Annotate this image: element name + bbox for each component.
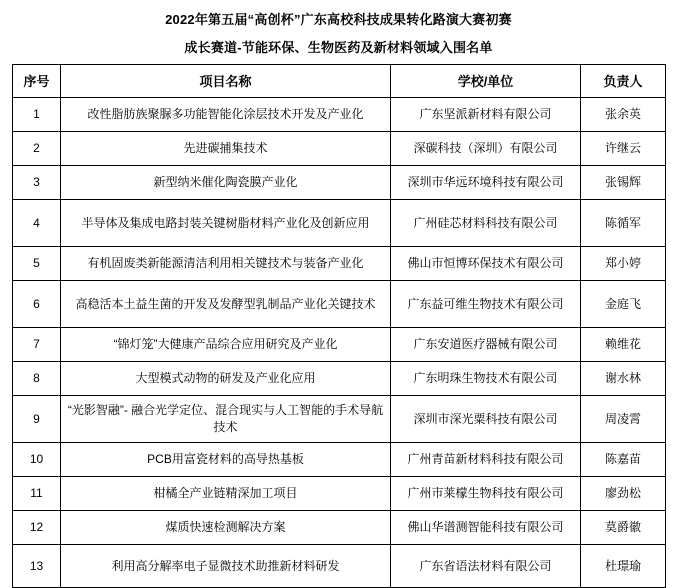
cell-organization: 广东明珠生物技术有限公司 <box>391 362 581 396</box>
table-row <box>13 362 666 396</box>
cell-leader: 张锡辉 <box>581 166 666 200</box>
cell-organization: 广州青苗新材料科技有限公司 <box>391 443 581 477</box>
cell-organization: 广州硅芯材料科技有限公司 <box>391 200 581 247</box>
cell-project-name: 柑橘全产业链精深加工项目 <box>61 477 391 511</box>
table-row <box>13 396 666 443</box>
cell-organization: 深碳科技（深圳）有限公司 <box>391 132 581 166</box>
cell-index: 5 <box>13 247 61 281</box>
cell-project-name: 先进碳捕集技术 <box>61 132 391 166</box>
cell-organization: 广州市莱檬生物科技有限公司 <box>391 477 581 511</box>
column-header-index: 序号 <box>13 65 61 98</box>
table-header-row <box>13 65 666 98</box>
cell-project-name: 煤质快速检测解决方案 <box>61 511 391 545</box>
cell-index: 9 <box>13 396 61 443</box>
cell-index: 13 <box>13 545 61 588</box>
cell-leader: 金庭飞 <box>581 281 666 328</box>
cell-project-name: 利用高分解率电子显微技术助推新材料研发 <box>61 545 391 588</box>
cell-index: 10 <box>13 443 61 477</box>
cell-index: 6 <box>13 281 61 328</box>
cell-index: 4 <box>13 200 61 247</box>
cell-project-name: “锦灯笼”大健康产品综合应用研究及产业化 <box>61 328 391 362</box>
cell-project-name: 高稳活本土益生菌的开发及发酵型乳制品产业化关键技术 <box>61 281 391 328</box>
cell-organization: 深圳市华远环境科技有限公司 <box>391 166 581 200</box>
cell-organization: 深圳市深光粟科技有限公司 <box>391 396 581 443</box>
column-header-leader: 负责人 <box>581 65 666 98</box>
cell-index: 12 <box>13 511 61 545</box>
cell-project-name: 新型纳米催化陶瓷膜产业化 <box>61 166 391 200</box>
document-title-block <box>12 10 665 58</box>
cell-index: 3 <box>13 166 61 200</box>
column-header-organization: 学校/单位 <box>391 65 581 98</box>
cell-leader: 谢水林 <box>581 362 666 396</box>
cell-index: 7 <box>13 328 61 362</box>
table-row <box>13 200 666 247</box>
cell-organization: 广东坚派新材料有限公司 <box>391 98 581 132</box>
table-row <box>13 477 666 511</box>
cell-index: 11 <box>13 477 61 511</box>
page-title-line-1: 2022年第五届“高创杯”广东高校科技成果转化路演大赛初赛 <box>165 12 512 27</box>
cell-index: 1 <box>13 98 61 132</box>
cell-leader: 周凌霄 <box>581 396 666 443</box>
table-row <box>13 545 666 588</box>
cell-project-name: 有机固废类新能源清洁利用相关键技术与装备产业化 <box>61 247 391 281</box>
column-header-project-name: 项目名称 <box>61 65 391 98</box>
shortlist-table <box>12 64 666 588</box>
cell-leader: 杜璟瑜 <box>581 545 666 588</box>
cell-organization: 佛山市恒博环保技术有限公司 <box>391 247 581 281</box>
cell-leader: 廖劲松 <box>581 477 666 511</box>
cell-leader: 陈嘉苗 <box>581 443 666 477</box>
table-row <box>13 281 666 328</box>
cell-project-name: 半导体及集成电路封装关键树脂材料产业化及创新应用 <box>61 200 391 247</box>
cell-organization: 广东省语法材料有限公司 <box>391 545 581 588</box>
table-row <box>13 511 666 545</box>
cell-leader: 莫爵徽 <box>581 511 666 545</box>
cell-leader: 陈循军 <box>581 200 666 247</box>
cell-project-name: PCB用富瓷材料的高导热基板 <box>61 443 391 477</box>
cell-index: 2 <box>13 132 61 166</box>
cell-leader: 许继云 <box>581 132 666 166</box>
cell-organization: 广东益可维生物技术有限公司 <box>391 281 581 328</box>
cell-project-name: “光影智融”- 融合光学定位、混合现实与人工智能的手术导航技术 <box>61 396 391 443</box>
table-row <box>13 247 666 281</box>
table-header <box>13 65 666 98</box>
table-row <box>13 98 666 132</box>
cell-leader: 张余英 <box>581 98 666 132</box>
table-row <box>13 166 666 200</box>
cell-organization: 佛山华谱测智能科技有限公司 <box>391 511 581 545</box>
page-title-line-2: 成长赛道-节能环保、生物医药及新材料领域入围名单 <box>184 40 493 55</box>
cell-leader: 郑小婷 <box>581 247 666 281</box>
cell-project-name: 大型模式动物的研发及产业化应用 <box>61 362 391 396</box>
table-row <box>13 443 666 477</box>
table-body <box>13 98 666 588</box>
table-row <box>13 328 666 362</box>
cell-index: 8 <box>13 362 61 396</box>
cell-project-name: 改性脂肪族聚脲多功能智能化涂层技术开发及产业化 <box>61 98 391 132</box>
cell-organization: 广东安道医疗器械有限公司 <box>391 328 581 362</box>
table-row <box>13 132 666 166</box>
cell-leader: 赖维花 <box>581 328 666 362</box>
